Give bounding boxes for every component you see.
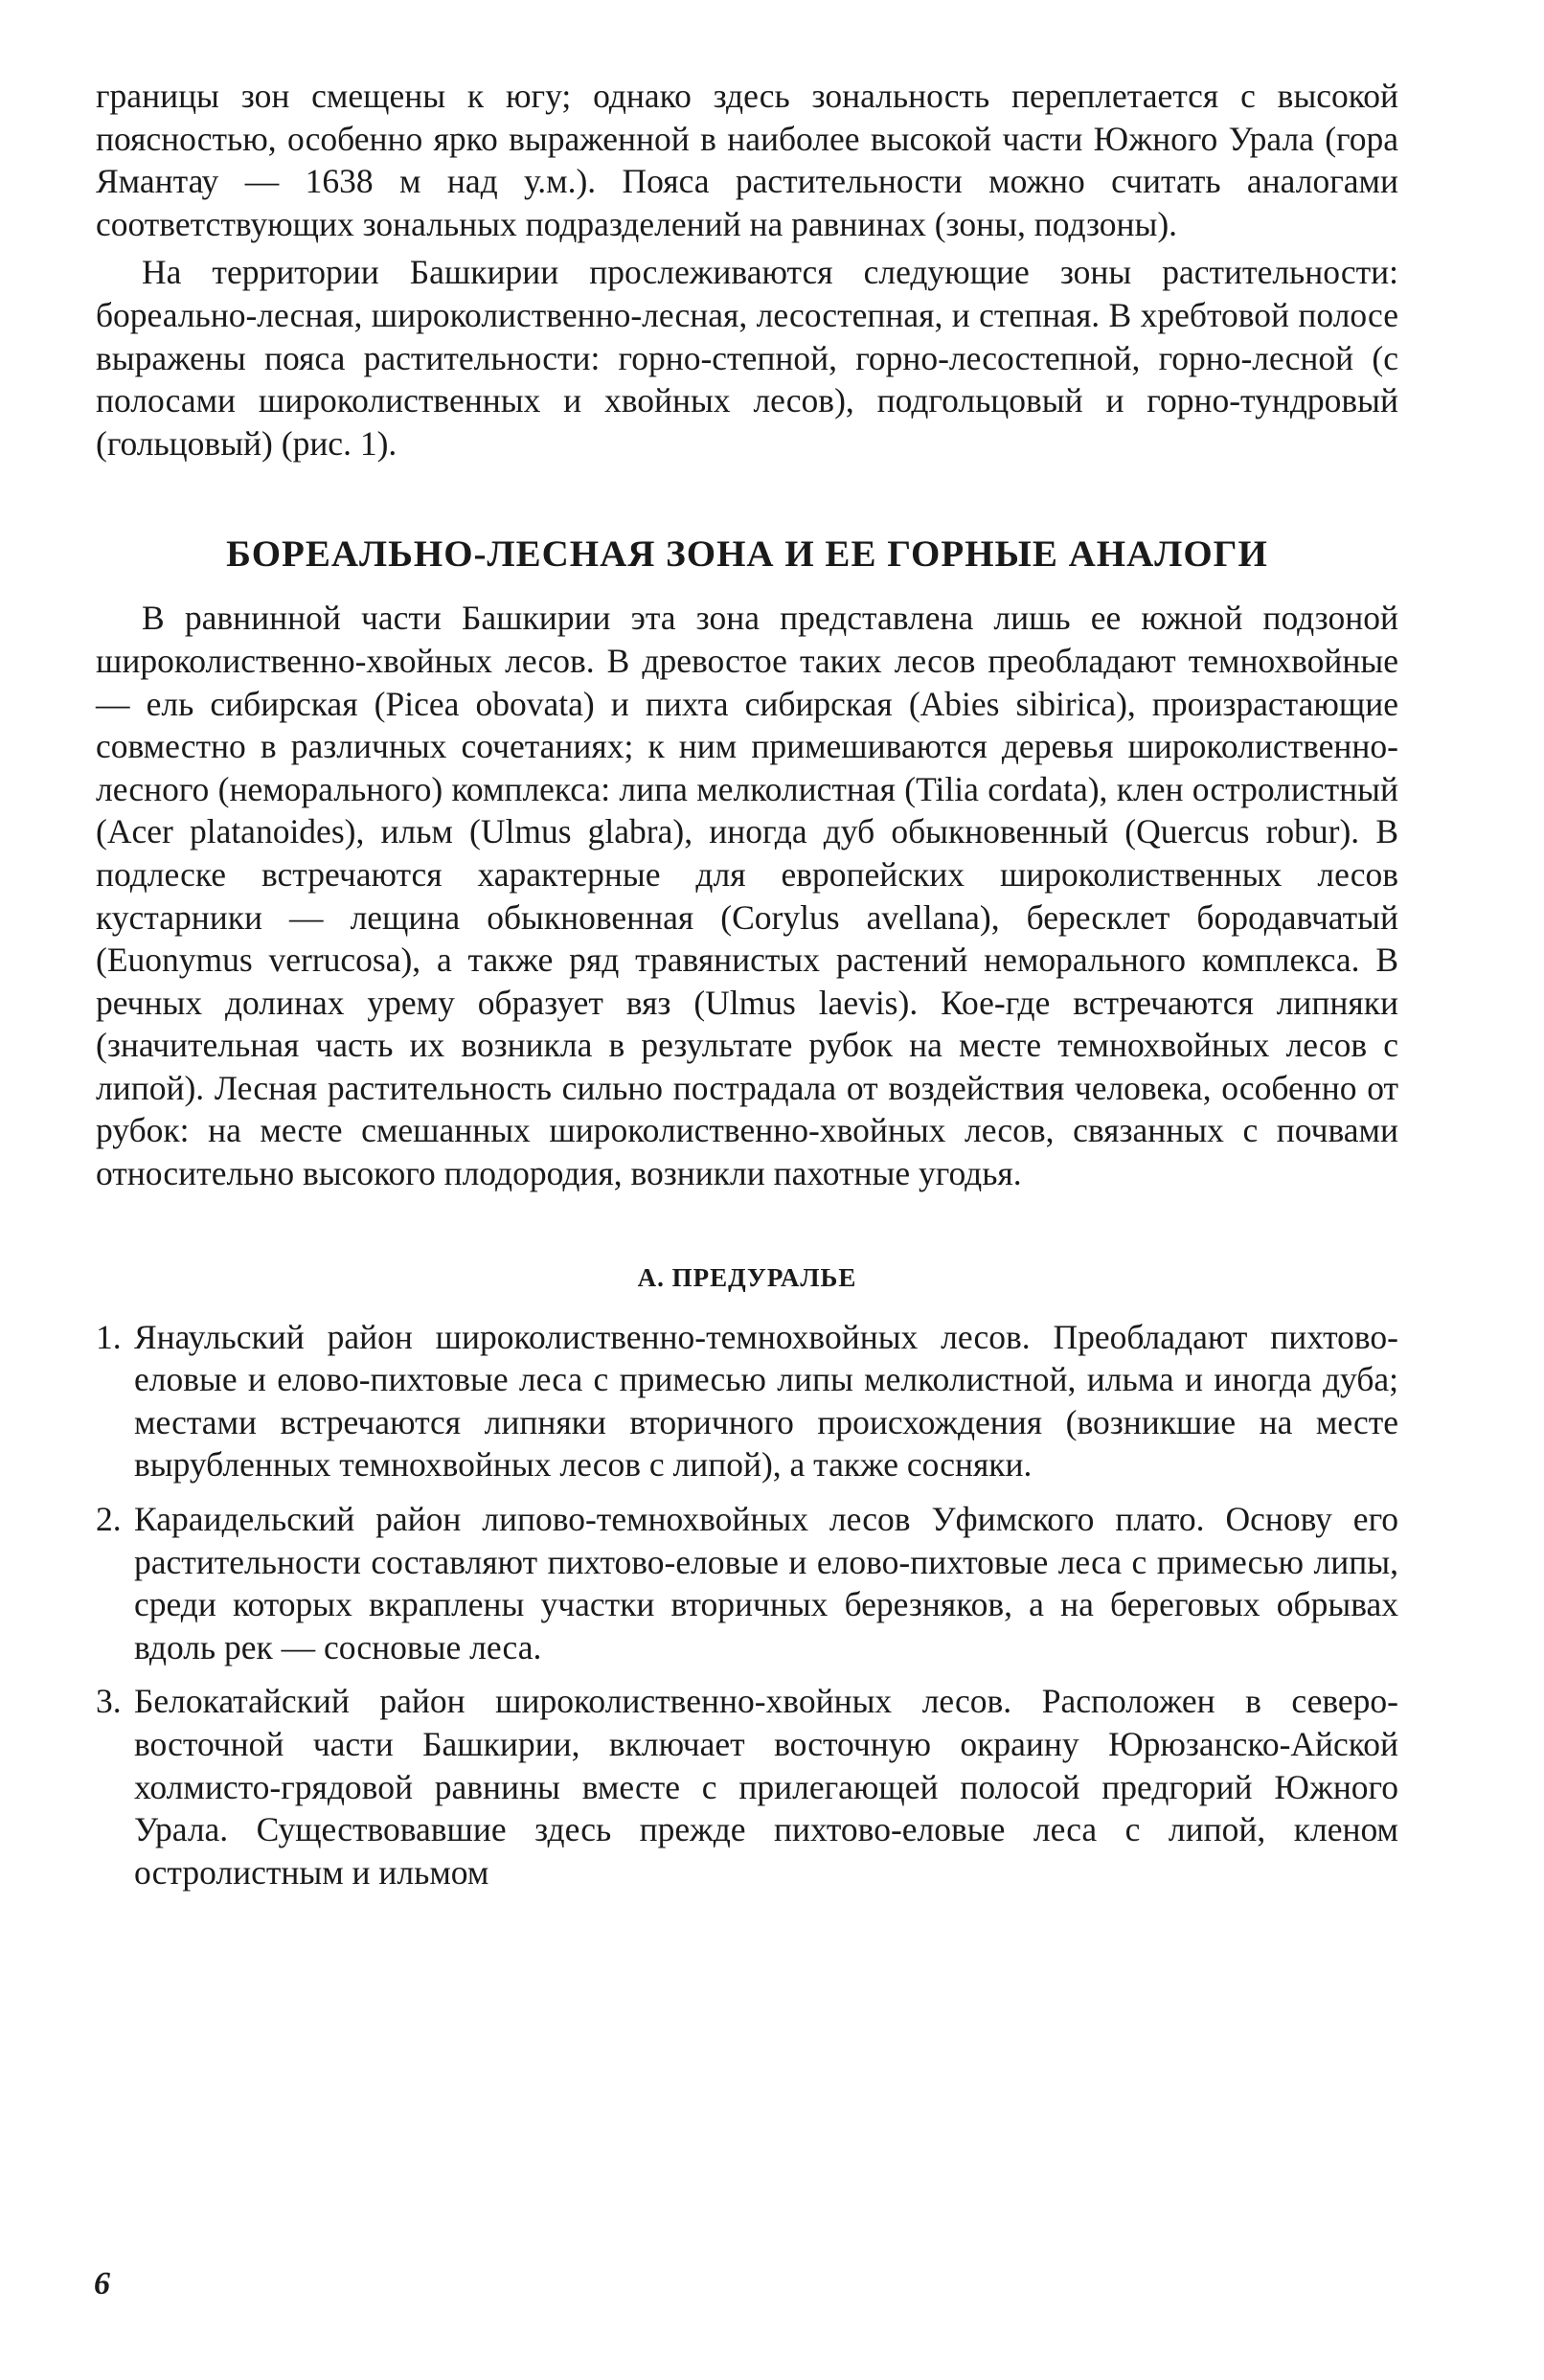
list-item-text: Янаульский район широколиственно-темнохвойных лесов. Преобладают пихтово-еловые и елово-пихтовые леса с примесью липы мелколистной, ильма и иногда дуба; местами встречаются липняки вторичного происхождения (возникшие на месте вырубленных темнохвойных лесов с липой), а также сосняки. xyxy=(134,1317,1398,1485)
list-item-number: 1. xyxy=(96,1317,122,1356)
intro-paragraph-1: границы зон смещены к югу; однако здесь зональность переплетается с высокой поясностью, особенно ярко выраженной в наиболее высокой части Южного Урала (гора Ямантау — 1638 м над у.м.). Пояса растительности можно считать аналогами соответствующих зональных подразделений на равнинах (зоны, подзоны). xyxy=(96,77,1398,243)
list-item-number: 3. xyxy=(96,1682,122,1721)
list-item xyxy=(96,1680,1398,1893)
region-list xyxy=(96,1316,1398,1894)
intro-paragraph-2: На территории Башкирии прослеживаются следующие зоны растительности: бореально-лесная, широколиственно-лесная, лесостепная, и степная. В хребтовой полосе выражены пояса растительности: горно-степной, горно-лесостепной, горно-лесной (с полосами широколиственных и хвойных лесов), подгольцовый и горно-тундровый (гольцовый) (рис. 1). xyxy=(96,253,1398,463)
page-number: 6 xyxy=(94,2266,110,2301)
list-item-text: Караидельский район липово-темнохвойных лесов Уфимского плато. Основу его растительности составляют пихтово-еловые и елово-пихтовые леса с примесью липы, среди которых вкраплены участки вторичных березняков, а на береговых обрывах вдоль рек — сосновые леса. xyxy=(134,1500,1398,1666)
list-item-text: Белокатайский район широколиственно-хвойных лесов. Расположен в северо-восточной части Башкирии, включает восточную окраину Юрюзанско-Айской холмисто-грядовой равнины вместе с прилегающей полосой предгорий Южного Урала. Существовавшие здесь прежде пихтово-еловые леса с липой, кленом остролистным и ильмом xyxy=(134,1682,1398,1892)
page-body xyxy=(96,75,1398,1905)
subsection-heading: А. ПРЕДУРАЛЬЕ xyxy=(637,1262,857,1292)
section-paragraph: В равнинной части Башкирии эта зона представлена лишь ее южной подзоной широколиственно-хвойных лесов. В древостое таких лесов преобладают темнохвойные — ель сибирская (Picea obovata) и пихта сибирская (Abies sibirica), произрастающие совместно в различных сочетаниях; к ним примешиваются деревья широколиственно-лесного (неморального) комплекса: липа мелколистная (Tilia cordata), клен остролистный (Acer platanoides), ильм (Ulmus glabra), иногда дуб обыкновенный (Quercus robur). В подлеске встречаются характерные для европейских широколиственных лесов кустарники — лещина обыкновенная (Corylus avellana), бересклет бородавчатый (Euonymus verrucosa), а также ряд травянистых растений неморального комплекса. В речных долинах урему образует вяз (Ulmus laevis). Кое-где встречаются липняки (значительная часть их возникла в результате рубок на месте темнохвойных лесов с липой). Лесная растительность сильно пострадала от воздействия человека, особенно от рубок: на месте смешанных широколиственно-хвойных лесов, связанных с почвами относительно высокого плодородия, возникли пахотные угодья. xyxy=(96,599,1398,1193)
list-item xyxy=(96,1498,1398,1668)
section-heading: БОРЕАЛЬНО-ЛЕСНАЯ ЗОНА И ЕЕ ГОРНЫЕ АНАЛОГИ xyxy=(226,533,1268,576)
list-item xyxy=(96,1316,1398,1486)
list-item-number: 2. xyxy=(96,1500,122,1539)
